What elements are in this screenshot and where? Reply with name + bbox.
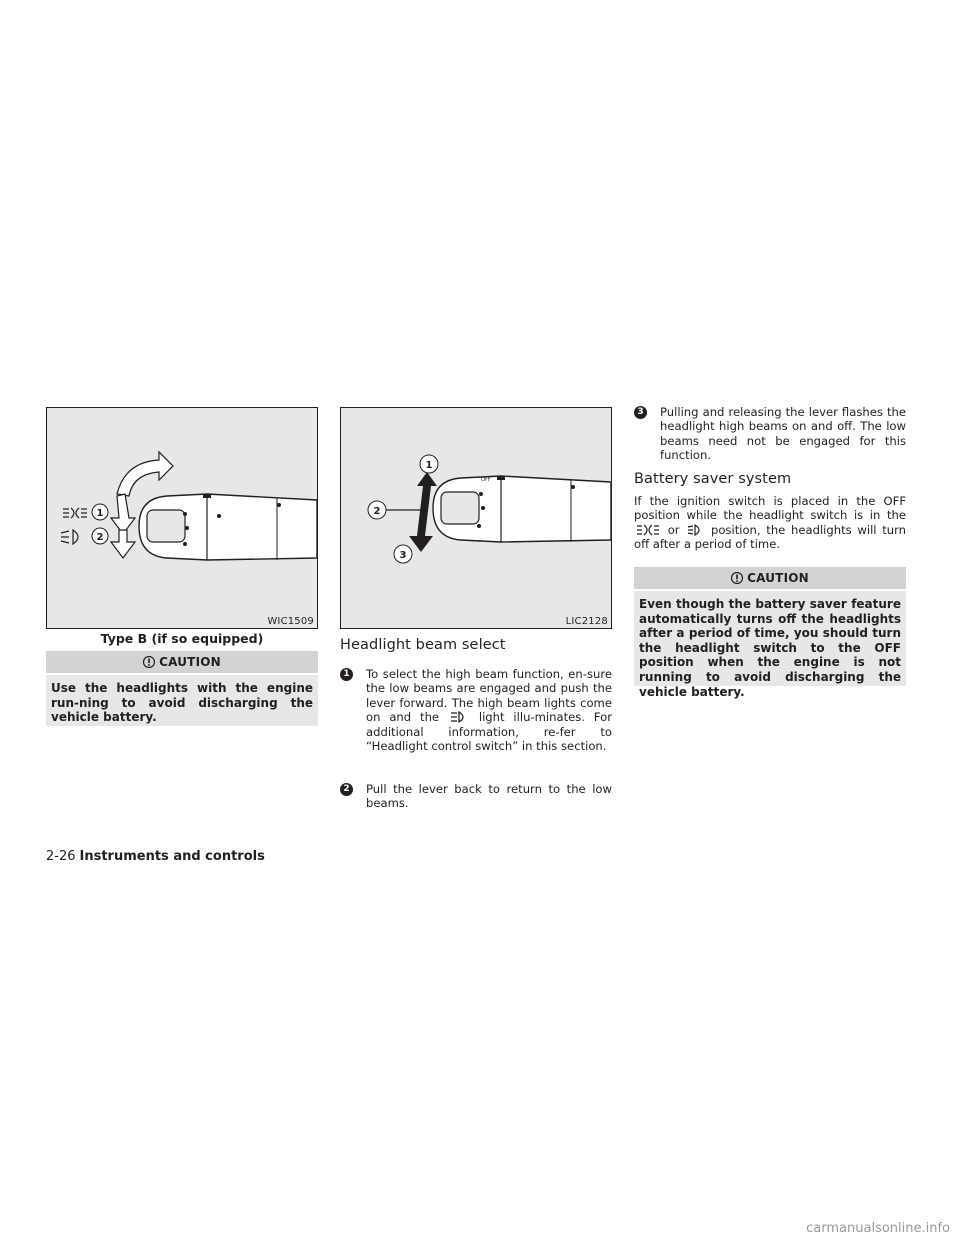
- figure-code: WIC1509: [267, 616, 314, 627]
- list-item-2: [340, 782, 612, 811]
- caution-text: Even though the battery saver feature automatically turns off the headlights after a period of time, you should turn the headlight switch to the OFF position when the engine is not running to avoid discharging the vehicle battery.: [634, 591, 906, 686]
- caution-header: [46, 651, 318, 673]
- item-number: 1: [340, 668, 353, 681]
- caution-title: CAUTION: [159, 655, 221, 669]
- section-heading-headlight-beam: Headlight beam select: [340, 637, 506, 653]
- battery-saver-paragraph: If the ignition switch is placed in the OFF position while the headlight switch is in the or position, the headlights will turn off after a period of time.: [634, 494, 907, 552]
- figure-label-2: 2: [96, 532, 104, 543]
- figure-label-2: 2: [373, 506, 381, 517]
- parking-light-icon: [636, 524, 660, 536]
- caution-title: CAUTION: [747, 571, 809, 585]
- footer-section-title: Instruments and controls: [79, 849, 265, 864]
- list-item-3: [634, 405, 906, 463]
- headlight-icon: [687, 524, 703, 536]
- item-text: Pulling and releasing the lever flashes the headlight high beams on and off. The low beams need not be engaged for this function.: [660, 405, 906, 463]
- section-heading-battery-saver: Battery saver system: [634, 471, 792, 487]
- warning-icon: [731, 572, 743, 584]
- figure-label-1: 1: [96, 508, 104, 519]
- item-text-cont: light illu-minates. For additional information, re-fer to “Headlight control switch” in this section.: [366, 710, 612, 754]
- item-text: To select the high beam function, en-sure the low beams are engaged and push the lever forward. The high beam lights come on and the: [366, 667, 612, 725]
- item-text: Pull the lever back to return to the low beams.: [366, 782, 612, 811]
- svg-text:OFF: OFF: [481, 477, 491, 483]
- figure-caption: Type B (if so equipped): [100, 631, 264, 646]
- watermark[interactable]: carmanualsonline.info: [806, 1221, 950, 1236]
- figure-label-3: 3: [399, 550, 407, 561]
- page-footer: [46, 849, 265, 864]
- page-number: 2-26: [46, 849, 76, 864]
- figure-code: LIC2128: [565, 616, 608, 627]
- figure-label-1: 1: [425, 460, 433, 471]
- figure-middle: [340, 407, 612, 629]
- lever-illustration-type-b: [47, 408, 317, 628]
- item-number: 3: [634, 406, 647, 419]
- caution-text: Use the headlights with the engine run-ning to avoid discharging the vehicle battery.: [46, 675, 318, 726]
- list-item-1: [340, 667, 612, 753]
- lever-illustration-beam-select: [341, 408, 611, 628]
- warning-icon: [143, 656, 155, 668]
- caution-header: [634, 567, 906, 589]
- item-number: 2: [340, 783, 353, 796]
- figure-left: [46, 407, 318, 629]
- high-beam-icon: [450, 711, 468, 723]
